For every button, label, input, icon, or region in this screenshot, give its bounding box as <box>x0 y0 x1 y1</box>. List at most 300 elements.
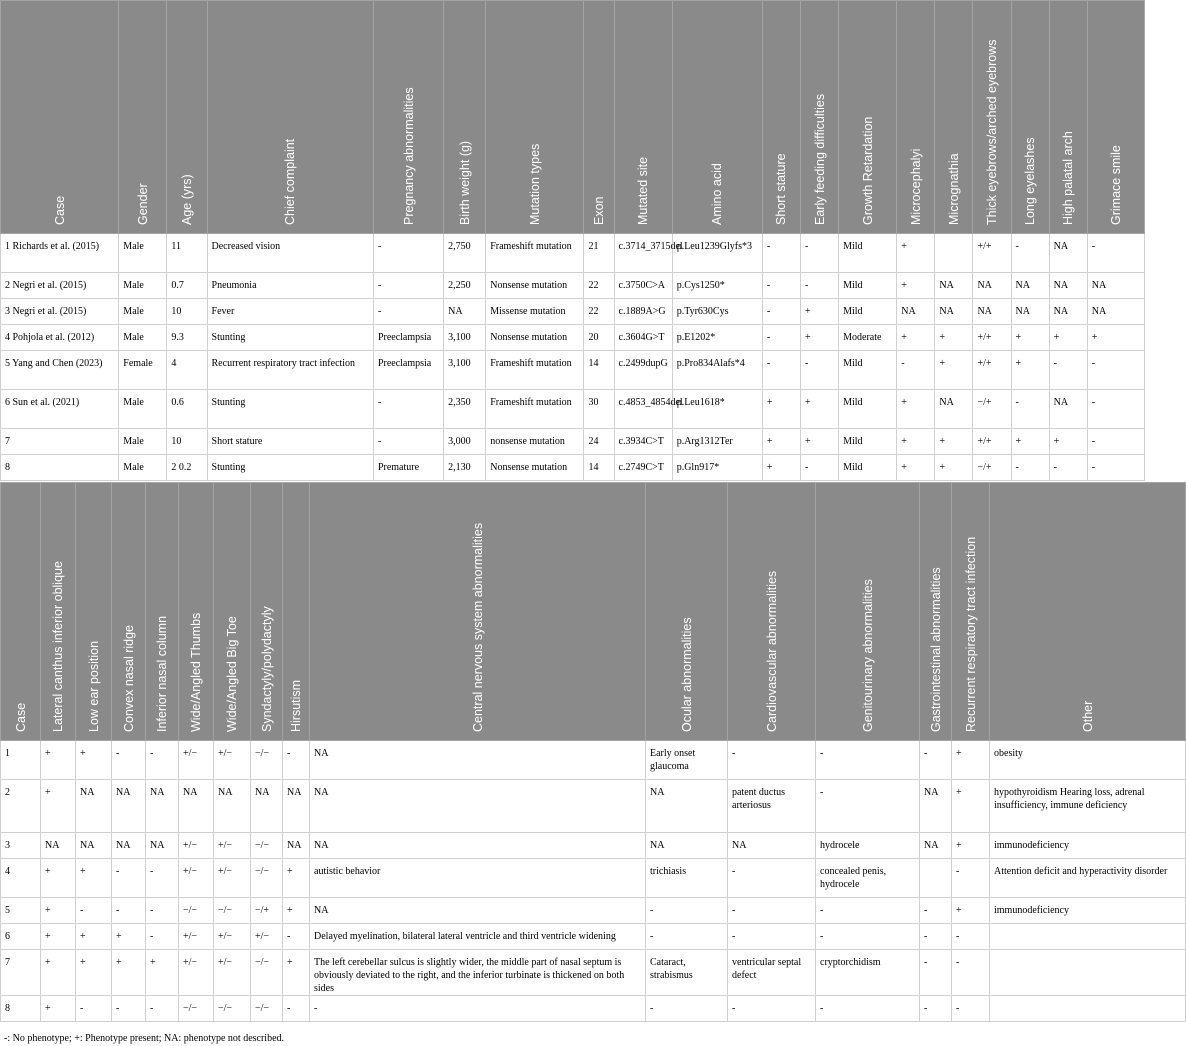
column-header-label: Wide/Angled Big Toe <box>225 616 239 732</box>
table-cell: hypothyroidism Hearing loss, adrenal insufficiency, immune deficiency <box>990 780 1186 833</box>
table-cell: +/− <box>214 924 251 950</box>
table-cell: −/− <box>251 741 283 780</box>
table-cell: - <box>283 996 310 1022</box>
table-cell: Preeclampsia <box>373 351 443 390</box>
table-cell: NA <box>179 780 214 833</box>
table-header-row <box>1 1 1145 234</box>
table-cell: NA <box>728 833 816 859</box>
column-header <box>146 483 179 741</box>
table-cell: NA <box>1049 390 1087 429</box>
table-cell: - <box>1087 390 1144 429</box>
table-cell: - <box>1087 455 1144 481</box>
table-cell: obesity <box>990 741 1186 780</box>
table-cell: + <box>41 924 76 950</box>
column-header-label: Early feeding difficulties <box>812 93 827 225</box>
table-cell: Frameshift mutation <box>486 351 584 390</box>
table-cell: NA <box>973 273 1011 299</box>
column-header-label: Syndactyly/polydactyly <box>259 606 274 732</box>
table-cell: - <box>728 859 816 898</box>
column-header <box>214 483 251 741</box>
column-header-label: Exon <box>592 196 606 225</box>
table-cell: +/− <box>251 924 283 950</box>
column-header <box>486 1 584 234</box>
table-cell: p.Cys1250* <box>672 273 762 299</box>
table-cell: - <box>728 996 816 1022</box>
table-cell <box>935 234 973 273</box>
column-header-label: Gender <box>135 183 150 225</box>
table-cell: - <box>762 299 800 325</box>
table-cell: c.3750C>A <box>614 273 672 299</box>
table-cell: −/− <box>251 859 283 898</box>
table-cell: - <box>728 898 816 924</box>
table-cell: c.1889A>G <box>614 299 672 325</box>
column-header <box>179 483 214 741</box>
table-cell: Stunting <box>207 390 373 429</box>
table-cell: - <box>920 924 952 950</box>
table-cell: + <box>952 780 990 833</box>
table-cell: 2 <box>1 780 41 833</box>
table-cell: Nonsense mutation <box>486 325 584 351</box>
table-cell: - <box>816 996 920 1022</box>
table-cell: - <box>801 455 839 481</box>
table-cell: Male <box>119 299 167 325</box>
table-cell: - <box>283 924 310 950</box>
table-cell: - <box>801 234 839 273</box>
table-cell: - <box>762 325 800 351</box>
table-cell: +/+ <box>973 234 1011 273</box>
table-cell: + <box>1049 429 1087 455</box>
table-cell: 3 Negri et al. (2015) <box>1 299 119 325</box>
table-cell: + <box>41 859 76 898</box>
table-cell: Nonsense mutation <box>486 273 584 299</box>
column-header <box>119 1 167 234</box>
table-cell: NA <box>935 390 973 429</box>
table-cell: Preeclampsia <box>373 325 443 351</box>
table-cell: - <box>373 299 443 325</box>
table-cell: - <box>952 950 990 996</box>
column-header <box>801 1 839 234</box>
column-header-label: Mutation types <box>527 143 542 225</box>
table-cell: NA <box>283 780 310 833</box>
table-cell: 5 Yang and Chen (2023) <box>1 351 119 390</box>
table-row <box>1 325 1145 351</box>
table-cell: + <box>762 455 800 481</box>
column-header-label: Long eyelashes <box>1023 137 1038 225</box>
table-cell: - <box>920 996 952 1022</box>
table-cell: p.E1202* <box>672 325 762 351</box>
table-cell: NA <box>146 780 179 833</box>
table-cell: Mild <box>839 390 897 429</box>
table-cell: - <box>920 950 952 996</box>
table-cell: +/− <box>179 859 214 898</box>
column-header-label: Thick eyebrows/arched eyebrows <box>984 39 999 225</box>
table-row <box>1 780 1186 833</box>
table-cell: NA <box>935 299 973 325</box>
column-header <box>973 1 1011 234</box>
column-header <box>283 483 310 741</box>
table-cell: + <box>112 924 146 950</box>
table-cell: - <box>952 924 990 950</box>
column-header-label: Other <box>1080 700 1095 732</box>
table-cell: NA <box>283 833 310 859</box>
table-cell: - <box>1049 455 1087 481</box>
table-cell: NA <box>646 833 728 859</box>
table-cell: 24 <box>584 429 614 455</box>
table-cell: + <box>897 234 935 273</box>
table-cell: - <box>728 924 816 950</box>
table-row <box>1 455 1145 481</box>
table-row <box>1 351 1145 390</box>
column-header-label: Ocular abnormalities <box>679 617 694 732</box>
column-header <box>646 483 728 741</box>
table-cell: NA <box>41 833 76 859</box>
table-row <box>1 950 1186 996</box>
column-header <box>839 1 897 234</box>
table-cell: −/− <box>179 898 214 924</box>
table-cell: + <box>41 898 76 924</box>
table-cell: concealed penis, hydrocele <box>816 859 920 898</box>
table-cell: 0.7 <box>167 273 207 299</box>
column-header <box>41 483 76 741</box>
table-cell: - <box>373 273 443 299</box>
table-cell: Stunting <box>207 455 373 481</box>
table-cell: - <box>646 898 728 924</box>
column-header-label: Pregnancy abnormalities <box>401 87 416 225</box>
column-header-label: Wide/Angled Thumbs <box>189 612 203 732</box>
table-cell: - <box>728 741 816 780</box>
table-cell: - <box>897 351 935 390</box>
table-cell: + <box>952 741 990 780</box>
table-cell: NA <box>920 833 952 859</box>
table-cell: Recurrent respiratory tract infection <box>207 351 373 390</box>
table-cell: NA <box>310 780 646 833</box>
table-cell: - <box>146 898 179 924</box>
column-header-label: Gastrointestinal abnormalities <box>928 567 943 732</box>
column-header-label: Lateral canthus inferior oblique <box>51 561 65 732</box>
table-row <box>1 273 1145 299</box>
table-cell <box>990 950 1186 996</box>
table-cell: + <box>952 833 990 859</box>
table-cell: - <box>1011 455 1049 481</box>
table-cell: + <box>897 429 935 455</box>
table-cell: +/+ <box>973 429 1011 455</box>
phenotype-table <box>0 482 1186 1022</box>
table-cell: - <box>146 741 179 780</box>
table-cell: NA <box>112 833 146 859</box>
column-header <box>897 1 935 234</box>
table-cell: Male <box>119 390 167 429</box>
table-row <box>1 741 1186 780</box>
column-header-label: Birth weight (g) <box>457 140 472 225</box>
column-header <box>990 483 1186 741</box>
column-header <box>672 1 762 234</box>
table-cell: 7 <box>1 429 119 455</box>
column-header-label: Convex nasal ridge <box>121 624 136 732</box>
table-row <box>1 390 1145 429</box>
column-header-label: Inferior nasal column <box>155 615 169 732</box>
table-cell: NA <box>1049 299 1087 325</box>
table-cell: + <box>1011 429 1049 455</box>
table-cell: −/− <box>179 996 214 1022</box>
column-header <box>1011 1 1049 234</box>
table-cell: 3,100 <box>444 325 486 351</box>
table-cell: 8 <box>1 996 41 1022</box>
table-cell: 7 <box>1 950 41 996</box>
column-header <box>952 483 990 741</box>
table-cell: +/− <box>214 741 251 780</box>
table-cell: The left cerebellar sulcus is slightly wider, the middle part of nasal septum is obviously deviated to the right, and the inferior turbinate is thickened on both sides <box>310 950 646 996</box>
table-row <box>1 299 1145 325</box>
table-cell: NA <box>214 780 251 833</box>
table-cell: 2 0.2 <box>167 455 207 481</box>
table-cell: - <box>816 780 920 833</box>
column-header-label: Central nervous system abnormalities <box>470 522 485 732</box>
table-cell: 4 <box>167 351 207 390</box>
column-header <box>251 483 283 741</box>
table-cell: Male <box>119 234 167 273</box>
table-cell: +/− <box>214 833 251 859</box>
table-cell: - <box>1087 351 1144 390</box>
table-cell: + <box>283 898 310 924</box>
table-cell: + <box>41 741 76 780</box>
table-cell: NA <box>897 299 935 325</box>
table-cell: −/+ <box>973 455 1011 481</box>
table-cell: - <box>146 996 179 1022</box>
table-cell: −/− <box>251 833 283 859</box>
table-cell: NA <box>1011 273 1049 299</box>
table-cell: - <box>112 996 146 1022</box>
table-cell: + <box>283 950 310 996</box>
column-header <box>920 483 952 741</box>
table-cell: 4 Pohjola et al. (2012) <box>1 325 119 351</box>
table-cell: −/− <box>214 898 251 924</box>
column-header-label: Age (yrs) <box>179 174 194 225</box>
table-cell: - <box>112 898 146 924</box>
table-cell: NA <box>646 780 728 833</box>
table-cell: c.2499dupG <box>614 351 672 390</box>
column-header <box>167 1 207 234</box>
table-cell: + <box>76 924 112 950</box>
column-header <box>935 1 973 234</box>
column-header-label: Genitourinary abnormalities <box>860 579 875 732</box>
table-cell: - <box>762 234 800 273</box>
table-cell: 10 <box>167 429 207 455</box>
table-cell: + <box>935 455 973 481</box>
table-cell: + <box>1011 351 1049 390</box>
table-cell: + <box>801 390 839 429</box>
table-cell: - <box>1011 234 1049 273</box>
table-cell: + <box>1049 325 1087 351</box>
table-footnote: -: No phenotype; +: Phenotype present; NA: phenotype not described. <box>4 1033 285 1044</box>
table-cell: Nonsense mutation <box>486 455 584 481</box>
table-cell: Male <box>119 273 167 299</box>
table-cell: ventricular septal defect <box>728 950 816 996</box>
table-cell: 2 Negri et al. (2015) <box>1 273 119 299</box>
table-cell: - <box>373 429 443 455</box>
table-cell: 22 <box>584 273 614 299</box>
table-cell: NA <box>1087 273 1144 299</box>
table-cell <box>990 924 1186 950</box>
table-cell: +/− <box>214 859 251 898</box>
table-cell: +/− <box>179 833 214 859</box>
table-cell: NA <box>76 833 112 859</box>
table-cell: + <box>762 429 800 455</box>
column-header-label: Low ear position <box>86 640 101 732</box>
table-cell: autistic behavior <box>310 859 646 898</box>
table-cell: NA <box>1049 273 1087 299</box>
table-cell: cryptorchidism <box>816 950 920 996</box>
table-cell: + <box>801 325 839 351</box>
table-cell: + <box>801 429 839 455</box>
table-row <box>1 996 1186 1022</box>
table-cell: + <box>146 950 179 996</box>
table-cell: 0.6 <box>167 390 207 429</box>
column-header-label: Cardiovascular abnormalities <box>764 570 779 732</box>
table-cell: p.Pro834Alafs*4 <box>672 351 762 390</box>
table-cell: NA <box>251 780 283 833</box>
table-cell: + <box>41 950 76 996</box>
table-cell: + <box>41 996 76 1022</box>
column-header-label: High palatal arch <box>1061 131 1076 225</box>
column-header <box>1 483 41 741</box>
table-cell: p.Leu1618* <box>672 390 762 429</box>
table-cell: 30 <box>584 390 614 429</box>
table-cell: 20 <box>584 325 614 351</box>
table-cell: Cataract, strabismus <box>646 950 728 996</box>
table-cell: Frameshift mutation <box>486 234 584 273</box>
table-cell: +/+ <box>973 325 1011 351</box>
table-header-row <box>1 483 1186 741</box>
column-header-label: Micrognathia <box>946 153 961 225</box>
column-header-label: Microcephalyi <box>908 148 923 225</box>
column-header-label: Mutated site <box>636 156 651 225</box>
column-header <box>373 1 443 234</box>
table-cell: 22 <box>584 299 614 325</box>
table-cell: - <box>801 351 839 390</box>
table-cell: NA <box>310 833 646 859</box>
table-cell: - <box>112 859 146 898</box>
table-row <box>1 234 1145 273</box>
table-cell: 10 <box>167 299 207 325</box>
table-cell: trichiasis <box>646 859 728 898</box>
column-header <box>728 483 816 741</box>
column-header <box>614 1 672 234</box>
table-cell: Moderate <box>839 325 897 351</box>
table-cell: - <box>762 273 800 299</box>
table-cell: NA <box>1049 234 1087 273</box>
table-cell: - <box>373 234 443 273</box>
column-header <box>112 483 146 741</box>
table-cell: Mild <box>839 299 897 325</box>
table-cell: Female <box>119 351 167 390</box>
table-cell: Decreased vision <box>207 234 373 273</box>
column-header <box>1087 1 1144 234</box>
table-cell: Male <box>119 325 167 351</box>
table-cell: Male <box>119 429 167 455</box>
table-row <box>1 924 1186 950</box>
column-header <box>762 1 800 234</box>
table-cell: Premature <box>373 455 443 481</box>
table-cell: NA <box>146 833 179 859</box>
table-cell: Mild <box>839 429 897 455</box>
column-header-label: Hirsutism <box>289 679 303 732</box>
table-cell: Early onset glaucoma <box>646 741 728 780</box>
table-cell: - <box>801 273 839 299</box>
table-cell: +/− <box>179 924 214 950</box>
table-cell: Short stature <box>207 429 373 455</box>
table-cell: - <box>76 898 112 924</box>
table-cell: 14 <box>584 455 614 481</box>
table-cell: NA <box>973 299 1011 325</box>
table-cell: +/− <box>179 741 214 780</box>
table-cell: - <box>112 741 146 780</box>
table-cell: + <box>76 741 112 780</box>
table-cell: 21 <box>584 234 614 273</box>
table-cell: −/− <box>214 996 251 1022</box>
table-cell: Pneumonia <box>207 273 373 299</box>
table-cell: + <box>1087 325 1144 351</box>
table-cell: nonsense mutation <box>486 429 584 455</box>
table-cell: NA <box>310 898 646 924</box>
table-cell: - <box>1087 234 1144 273</box>
column-header <box>444 1 486 234</box>
table-cell: + <box>897 325 935 351</box>
table-cell: 3,000 <box>444 429 486 455</box>
table-cell: 3,100 <box>444 351 486 390</box>
table-cell: 5 <box>1 898 41 924</box>
table-cell: 2,750 <box>444 234 486 273</box>
clinical-features-table <box>0 0 1145 481</box>
table-cell: c.2749C>T <box>614 455 672 481</box>
table-cell: Mild <box>839 273 897 299</box>
table-cell: 9.3 <box>167 325 207 351</box>
table-cell: - <box>310 996 646 1022</box>
table-cell: + <box>283 859 310 898</box>
table-cell: NA <box>1011 299 1049 325</box>
table-cell: Stunting <box>207 325 373 351</box>
table-cell: immunodeficiency <box>990 898 1186 924</box>
table-cell: NA <box>112 780 146 833</box>
table-cell: NA <box>920 780 952 833</box>
table-cell: - <box>952 859 990 898</box>
table-cell: immunodeficiency <box>990 833 1186 859</box>
table-cell: Mild <box>839 455 897 481</box>
table-cell: 6 <box>1 924 41 950</box>
table-cell: 14 <box>584 351 614 390</box>
table-cell: 1 Richards et al. (2015) <box>1 234 119 273</box>
table-cell: Mild <box>839 234 897 273</box>
table-cell: patent ductus arteriosus <box>728 780 816 833</box>
table-cell: +/− <box>179 950 214 996</box>
table-cell: - <box>76 996 112 1022</box>
table-cell: c.4853_4854del <box>614 390 672 429</box>
table-cell: p.Gln917* <box>672 455 762 481</box>
table-cell: NA <box>76 780 112 833</box>
table-cell: - <box>1049 351 1087 390</box>
table-cell: 4 <box>1 859 41 898</box>
table-cell: - <box>920 898 952 924</box>
table-cell: Mild <box>839 351 897 390</box>
table-cell: + <box>76 950 112 996</box>
column-header-label: Amino acid <box>710 163 725 225</box>
table-cell: Fever <box>207 299 373 325</box>
table-cell: hydrocele <box>816 833 920 859</box>
table-cell: + <box>897 273 935 299</box>
table-cell: NA <box>310 741 646 780</box>
table-cell: 11 <box>167 234 207 273</box>
table-cell: −/− <box>251 996 283 1022</box>
table-cell: −/+ <box>973 390 1011 429</box>
